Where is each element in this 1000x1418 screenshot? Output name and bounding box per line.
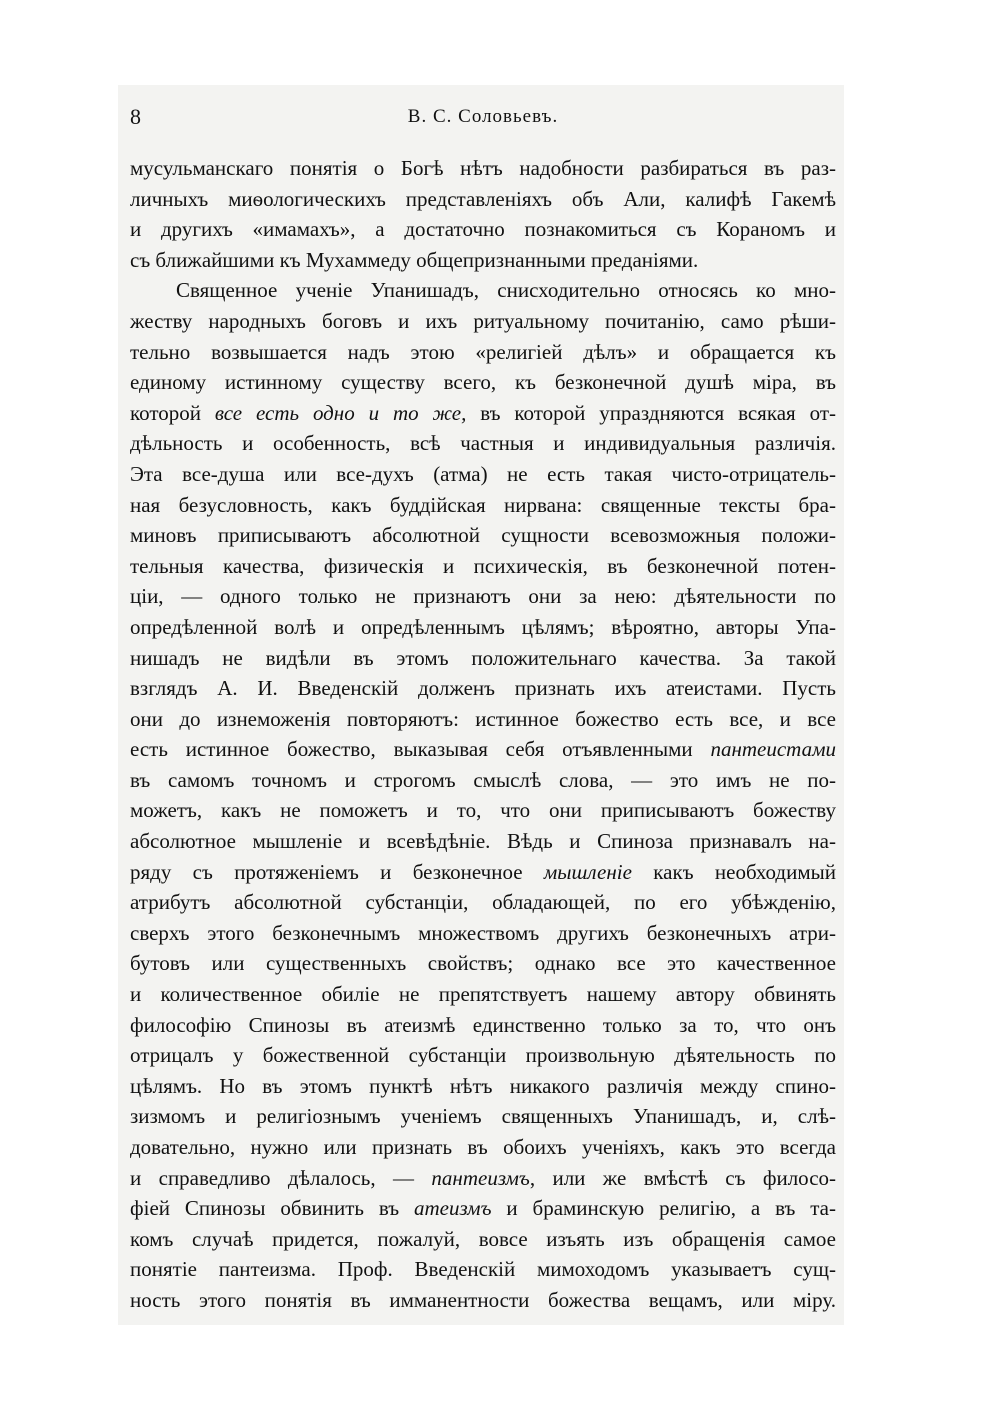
text-segment: атрибутъ абсолютной субстанціи, обладающей, по его убѣжденію, — [130, 890, 836, 915]
text-segment: можетъ, какъ не поможетъ и то, что они приписываютъ божеству — [130, 798, 836, 823]
text-line — [130, 826, 836, 857]
text-line — [130, 1254, 836, 1285]
text-segment: нишадъ не видѣли въ этомъ положительнаго качества. За такой — [130, 645, 836, 670]
text-segment: какъ необходимый — [631, 859, 836, 884]
text-line — [130, 1040, 836, 1071]
text-segment: фіей Спинозы обвинить въ — [130, 1196, 415, 1221]
text-segment: Эта все-душа или все-духъ (атма) не есть такая чисто-отрицатель- — [130, 461, 836, 486]
text-line — [130, 184, 836, 215]
text-segment: въ самомъ точномъ и строгомъ смыслѣ слова, — это имъ не по- — [130, 767, 836, 792]
text-segment: довательно, нужно или признать въ обоихъ ученіяхъ, какъ это всегда — [130, 1135, 836, 1159]
italic-emphasis: пантеистами — [710, 737, 836, 762]
text-segment: ряду съ протяженіемъ и безконечное — [130, 859, 544, 884]
text-line — [130, 1163, 836, 1194]
text-segment: мусульманскаго понятія о Богѣ нѣтъ надобности разбираться въ раз- — [130, 156, 836, 180]
italic-emphasis: пантеизмъ — [431, 1165, 530, 1190]
text-segment: и справедливо дѣлалось, — — [130, 1165, 432, 1190]
italic-emphasis: все есть одно и то же, — [214, 400, 467, 425]
text-segment: тельныя качества, физическія и психическія, въ безконечной потен- — [130, 553, 836, 578]
text-segment: они до изнеможенія повторяютъ: истинное божество есть все, и все — [130, 706, 836, 731]
text-segment: и браминскую религію, а въ та- — [491, 1196, 836, 1221]
text-line — [130, 673, 836, 704]
text-segment: абсолютное мышленіе и всевѣдѣніе. Вѣдь и Спиноза признавалъ на- — [130, 829, 836, 854]
text-line — [130, 490, 836, 521]
text-line — [130, 1010, 836, 1041]
text-line — [130, 214, 836, 245]
text-segment: тельно возвышается надъ этою «религіей дѣлъ» и обращается къ — [130, 339, 836, 364]
text-line — [130, 887, 836, 918]
text-segment: опредѣленной волѣ и опредѣленнымъ цѣлямъ; вѣроятно, авторы Упа- — [130, 614, 836, 639]
text-segment: единому истинному существу всего, къ безконечной душѣ міра, въ — [130, 370, 836, 395]
text-segment: бутовъ или существенныхъ свойствъ; однако все это качественное — [130, 951, 836, 976]
text-segment: сверхъ этого безконечнымъ множествомъ другихъ безконечныхъ атри- — [130, 920, 836, 945]
text-line — [130, 398, 836, 429]
text-line — [130, 795, 836, 826]
text-line — [130, 857, 836, 888]
running-head: В. С. Соловьевъ. — [407, 106, 559, 127]
text-line — [130, 612, 836, 643]
body-text — [130, 153, 836, 1316]
text-line — [130, 581, 836, 612]
text-segment: и количественное обиліе не препятствуетъ нашему автору обвинять — [130, 982, 836, 1007]
text-segment: отрицалъ у божественной субстанціи произвольную дѣятельность по — [130, 1043, 836, 1068]
text-line — [130, 1285, 836, 1316]
text-segment: и другихъ «имамахъ», а достаточно познакомиться съ Кораномъ и — [130, 217, 836, 242]
text-segment: въ которой упраздняются всякая от- — [466, 400, 836, 425]
text-line — [130, 367, 836, 398]
text-line — [130, 979, 836, 1010]
text-line — [130, 1193, 836, 1224]
text-line — [130, 459, 836, 490]
text-segment: Священное ученіе Упанишадъ, снисходительно относясь ко мно- — [176, 278, 836, 303]
text-line — [130, 428, 836, 459]
text-line — [130, 765, 836, 796]
page-number: 8 — [130, 104, 141, 129]
text-line — [130, 1101, 836, 1132]
page-header — [130, 104, 836, 134]
text-line — [130, 643, 836, 674]
text-segment: есть истинное божество, выказывая себя отъявленными — [130, 737, 711, 762]
text-line — [130, 306, 836, 337]
text-line — [130, 948, 836, 979]
text-line — [130, 520, 836, 551]
text-line — [130, 275, 836, 306]
italic-emphasis: мышленіе — [543, 859, 632, 884]
text-segment: съ ближайшими къ Мухаммеду общепризнанными преданіями. — [130, 247, 699, 272]
text-line — [130, 918, 836, 949]
text-segment: философію Спинозы въ атеизмѣ единственно только за то, что онъ — [130, 1012, 836, 1037]
text-segment: , или же вмѣстѣ съ филосо- — [529, 1165, 837, 1190]
text-line — [130, 245, 836, 276]
text-line — [130, 337, 836, 368]
text-line — [130, 1071, 836, 1102]
text-line — [130, 153, 836, 184]
text-segment: жеству народныхъ боговъ и ихъ ритуальному почитанію, само рѣши- — [130, 308, 836, 333]
text-segment: понятіе пантеизма. Проф. Введенскій мимоходомъ указываетъ сущ- — [130, 1257, 836, 1282]
text-segment: цѣлямъ. Но въ этомъ пунктѣ нѣтъ никакого различія между спино- — [130, 1073, 836, 1098]
text-line — [130, 1132, 836, 1163]
text-segment: ная безусловность, какъ буддійская нирвана: священные тексты бра- — [130, 492, 836, 517]
text-segment: взглядъ А. И. Введенскій долженъ признать ихъ атеистами. Пусть — [130, 676, 836, 701]
italic-emphasis: атеизмъ — [414, 1196, 492, 1221]
text-segment: личныхъ миѳологическихъ представленіяхъ объ Али, калифѣ Гакемѣ — [130, 186, 836, 211]
text-segment: ціи, — одного только не признаютъ они за нею: дѣятельности по — [130, 584, 836, 609]
text-line — [130, 734, 836, 765]
text-segment: которой — [130, 400, 215, 425]
text-segment: зизмомъ и религіознымъ ученіемъ священныхъ Упанишадъ, и, слѣ- — [130, 1104, 836, 1129]
text-segment: дѣльность и особенность, всѣ частныя и индивидуальныя различія. — [130, 431, 836, 456]
text-segment: миновъ приписываютъ абсолютной сущности всевозможныя положи- — [130, 523, 836, 548]
text-line — [130, 551, 836, 582]
text-segment: комъ случаѣ придется, пожалуй, вовсе изъять изъ обращенія самое — [130, 1226, 836, 1251]
text-line — [130, 704, 836, 735]
text-segment: ность этого понятія въ имманентности божества вещамъ, или міру. — [130, 1287, 836, 1312]
text-line — [130, 1224, 836, 1255]
